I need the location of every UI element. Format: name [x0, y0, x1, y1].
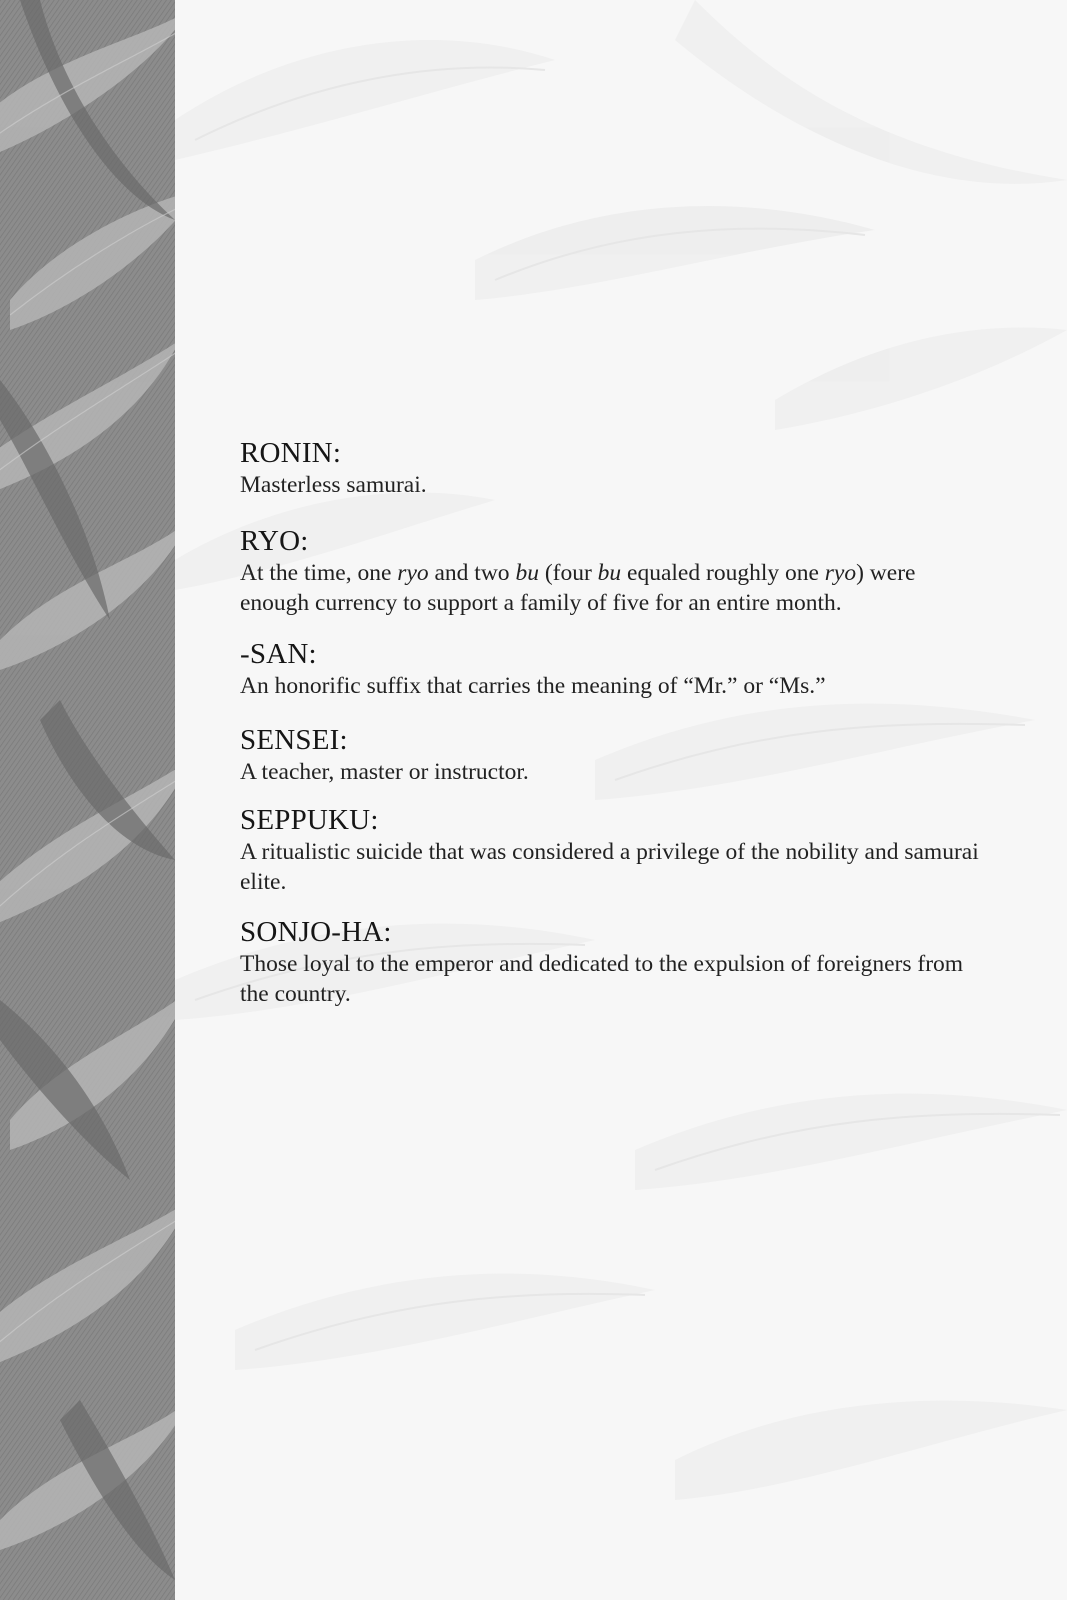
- glossary-list: [240, 436, 980, 1009]
- glossary-term: RONIN:: [240, 437, 342, 469]
- definition-italic-term: bu: [515, 560, 539, 586]
- definition-text: Masterless samurai.: [240, 472, 427, 498]
- glossary-definition: [240, 757, 980, 787]
- definition-text: At the time, one: [240, 560, 398, 586]
- glossary-term: -SAN:: [240, 638, 317, 670]
- definition-italic-term: ryo: [824, 560, 857, 586]
- glossary-term: RYO:: [240, 525, 309, 557]
- leaf-pattern-image: [0, 0, 175, 1600]
- glossary-definition: [240, 671, 980, 701]
- glossary-entry-san: [240, 637, 980, 701]
- glossary-definition: [240, 558, 980, 618]
- glossary-entry-seppuku: [240, 803, 980, 897]
- definition-text: (four: [538, 560, 598, 586]
- glossary-term: SENSEI:: [240, 724, 348, 756]
- definition-italic-term: ryo: [397, 560, 429, 586]
- glossary-definition: [240, 837, 980, 897]
- glossary-entry-sensei: [240, 723, 980, 787]
- definition-text: and two: [428, 560, 516, 586]
- definition-italic-term: bu: [597, 560, 622, 586]
- glossary-term: SEPPUKU:: [240, 804, 379, 836]
- glossary-entry-sonjo-ha: [240, 915, 980, 1009]
- glossary-entry-ryo: [240, 524, 980, 618]
- definition-text: A teacher, master or instructor.: [240, 759, 529, 785]
- decorative-leaf-panel: [0, 0, 175, 1600]
- definition-text: A ritualistic suicide that was considered a privilege of the nobility and samurai elite.: [240, 839, 979, 895]
- glossary-entry-ronin: [240, 436, 980, 500]
- definition-text: An honorific suffix that carries the meaning of “Mr.” or “Ms.”: [240, 673, 826, 699]
- glossary-definition: [240, 949, 980, 1009]
- definition-text: ) were enough currency to support a family of five for an entire month.: [240, 560, 916, 616]
- definition-text: equaled roughly one: [621, 560, 825, 586]
- glossary-definition: [240, 470, 980, 500]
- definition-text: Those loyal to the emperor and dedicated to the expulsion of foreigners from the country.: [240, 951, 964, 1007]
- glossary-term: SONJO-HA:: [240, 916, 392, 948]
